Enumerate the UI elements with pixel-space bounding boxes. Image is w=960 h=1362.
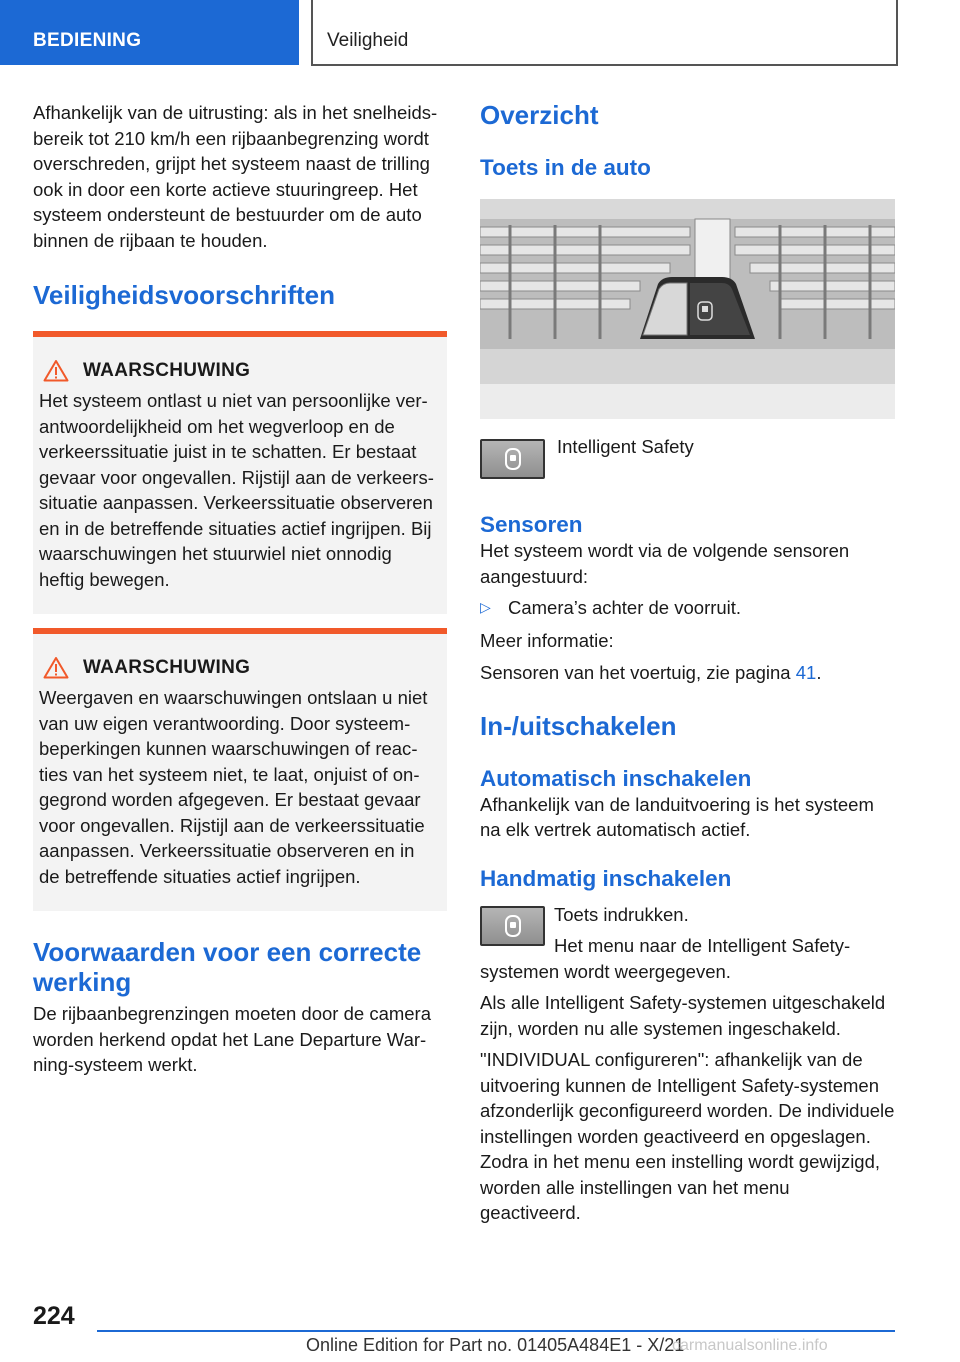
warning-header (39, 656, 439, 679)
dashboard-photo-illustration (480, 199, 895, 419)
button-caption-row (480, 436, 895, 479)
button-heading: Toets in de auto (480, 155, 651, 180)
conditions-paragraph: De rijbaanbegrenzingen moeten door de camera worden herkend opdat het Lane Departure Warning-systeem werkt. (33, 1003, 432, 1075)
car-shield-icon (503, 914, 523, 938)
watermark-text: carmanualsonline.info (672, 1337, 828, 1354)
car-button-photo (480, 199, 895, 419)
sensors-paragraph: Het systeem wordt via de volgende sensoren aangestuurd: (480, 540, 850, 587)
list-item (480, 595, 895, 621)
left-column (33, 100, 447, 1078)
chapter-tab (311, 0, 898, 66)
chapter-title: Veiligheid (327, 30, 409, 51)
manual-paragraph-2: "INDIVIDUAL configureren": afhankelijk van de uitvoering kunnen de Intelligent Safety-systemen afzonderlijk geconfigureerd worden. De individuele instellingen worden geactiveerd en opgeslagen. Zodra in het menu een instelling wordt gewijzigd, worden alle instellingen van het menu geactiveerd. (480, 1049, 895, 1223)
manual-step-1: Toets indrukken. (554, 903, 689, 925)
auto-heading: Automatisch inschakelen (480, 765, 752, 791)
manual-step-2: Het menu naar de Intelligent Safety-systemen wordt weergegeven. (480, 935, 851, 982)
edition-text: Online Edition for Part no. 01405A484E1 - X/21 (306, 1335, 685, 1355)
sensors-bullet-text: Camera’s achter de voorruit. (508, 597, 742, 618)
manual-heading: Handmatig inschakelen (480, 865, 732, 891)
footer-divider (97, 1330, 895, 1332)
intro-paragraph: Afhankelijk van de uitrusting: als in het snelheidsbereik tot 210 km/h een rijbaanbegrenzing wordt overschreden, grijpt het systeem naast de trilling ook in door een korte actieve stuuringreep. Het systeem ondersteunt de bestuurder om de auto binnen de rijbaan te houden. (33, 102, 438, 251)
manual-paragraph-1: Als alle Intelligent Safety-systemen uitgeschakeld zijn, worden nu alle systemen ingeschakeld. (480, 992, 886, 1039)
warning-triangle-icon (43, 656, 69, 679)
bullet-triangle-icon: ▷ (480, 599, 491, 615)
sensors-heading: Sensoren (480, 512, 583, 537)
warning-header (39, 359, 439, 382)
sensors-reference (480, 660, 895, 686)
warning-title: WAARSCHUWING (83, 656, 251, 678)
car-shield-icon (503, 447, 523, 471)
page-link[interactable]: 41 (795, 662, 817, 683)
conditions-heading: Voorwaarden voor een correcte werking (33, 937, 422, 997)
intelligent-safety-button-icon (480, 439, 545, 479)
more-info-label: Meer informatie: (480, 629, 614, 651)
intelligent-safety-button-icon (480, 906, 545, 946)
warning-triangle-icon (43, 359, 69, 382)
button-caption: Intelligent Safety (557, 436, 694, 457)
warning-text: Het systeem ontlast u niet van persoonlijke verantwoordelijkheid om het wegverloop en de verkeerssituatie juist in te schatten. Er bestaat gevaar voor ongevallen. Rijstijl aan de verkeerssituatie aanpassen. Verkeerssituatie observeren en in de betreffende situaties actief ingrijpen. Bij waarschuwingen het stuurwiel niet onnodig heftig bewegen. (39, 390, 434, 590)
overview-heading: Overzicht (480, 100, 599, 130)
warning-title: WAARSCHUWING (83, 359, 251, 381)
onoff-heading: In-/uitschakelen (480, 710, 677, 741)
page-number: 224 (33, 1302, 75, 1330)
manual-steps (480, 902, 895, 985)
right-column (480, 100, 895, 1226)
reference-end: . (816, 662, 822, 683)
warning-box-1 (33, 331, 447, 614)
safety-heading: Veiligheidsvoorschriften (33, 280, 335, 310)
warning-box-2 (33, 628, 447, 911)
section-tab (0, 0, 299, 65)
auto-paragraph: Afhankelijk van de landuitvoering is het systeem na elk vertrek automatisch actief. (480, 793, 874, 840)
warning-text: Weergaven en waarschuwingen ontslaan u niet van uw eigen verantwoording. Door systeembeperkingen kunnen waarschuwingen of reacties van het systeem niet, te laat, onjuist of ongegrond worden afgegeven. Er bestaat gevaar voor ongevallen. Rijstijl aan de verkeerssituatie aanpassen. Verkeerssituatie observeren en in de betreffende situaties actief ingrijpen. (39, 687, 428, 887)
section-title: BEDIENING (33, 30, 142, 51)
reference-text: Sensoren van het voertuig, zie pagina (480, 662, 796, 683)
